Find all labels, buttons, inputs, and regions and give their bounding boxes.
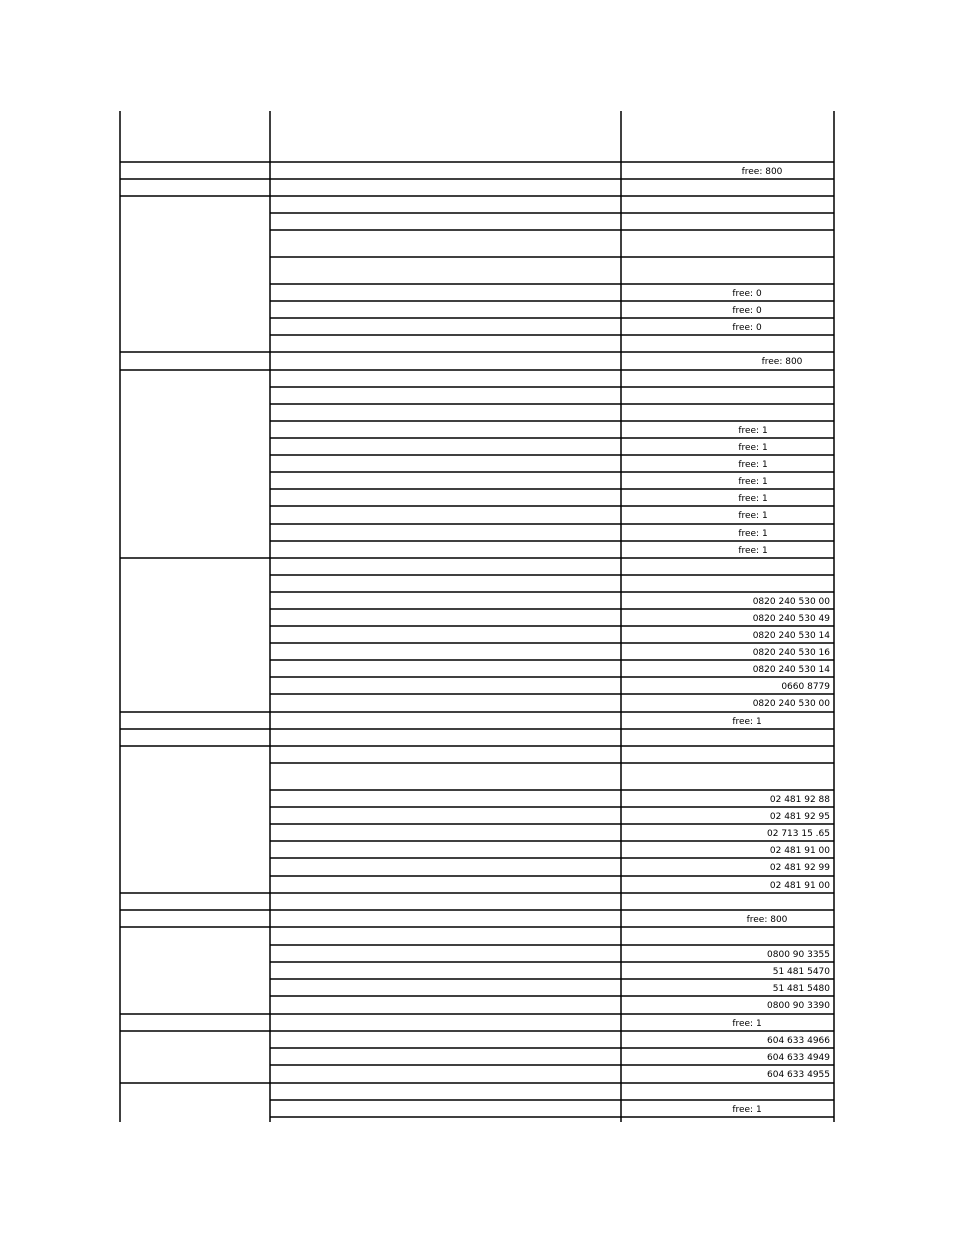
phone-number-cell: 0800 90 3355 — [767, 950, 830, 960]
phone-number-cell: 02 481 91 00 — [769, 881, 830, 891]
phone-number-cell: 0660 8779 — [781, 682, 830, 692]
phone-number-cell: free: 1 — [738, 443, 768, 453]
phone-number-cell: 604 633 4955 — [767, 1070, 830, 1080]
phone-number-cell: 51 481 5470 — [772, 967, 830, 977]
phone-number-cell: free: 1 — [738, 494, 768, 504]
phone-number-cell: free: 1 — [738, 546, 768, 556]
phone-number-cell: 02 481 92 99 — [769, 863, 830, 873]
phone-number-cell: 604 633 4949 — [767, 1053, 830, 1063]
phone-number-cell: 02 481 92 88 — [769, 795, 830, 805]
phone-number-cell: 0820 240 530 00 — [752, 699, 830, 709]
phone-number-cell: free: 800 — [741, 167, 783, 177]
phone-number-cell: free: 1 — [732, 1019, 762, 1029]
phone-number-cell: 51 481 5480 — [772, 984, 830, 994]
phone-number-cell: free: 1 — [738, 529, 768, 539]
phone-number-cell: free: 0 — [732, 306, 762, 316]
phone-number-cell: 0820 240 530 14 — [752, 665, 830, 675]
phone-number-cell: 0800 90 3390 — [767, 1001, 830, 1011]
phone-number-cell: 0820 240 530 16 — [752, 648, 830, 658]
phone-number-cell: free: 1 — [738, 426, 768, 436]
phone-number-cell: 0820 240 530 14 — [752, 631, 830, 641]
phone-number-cell: free: 1 — [738, 511, 768, 521]
phone-number-cell: free: 1 — [732, 717, 762, 727]
phone-number-cell: free: 1 — [738, 477, 768, 487]
phone-number-cell: free: 0 — [732, 323, 762, 333]
phone-number-cell: free: 800 — [761, 357, 803, 367]
phone-number-cell: free: 1 — [732, 1105, 762, 1115]
phone-number-cell: 0820 240 530 00 — [752, 597, 830, 607]
phone-number-cell: 02 481 92 95 — [769, 812, 830, 822]
phone-number-cell: free: 800 — [746, 915, 788, 925]
phone-number-cell: 0820 240 530 49 — [752, 614, 830, 624]
phone-number-cell: free: 0 — [732, 289, 762, 299]
phone-number-cell: 02 713 15 .65 — [767, 829, 830, 839]
phone-number-cell: 604 633 4966 — [767, 1036, 830, 1046]
phone-number-cell: free: 1 — [738, 460, 768, 470]
phone-number-cell: 02 481 91 00 — [769, 846, 830, 856]
